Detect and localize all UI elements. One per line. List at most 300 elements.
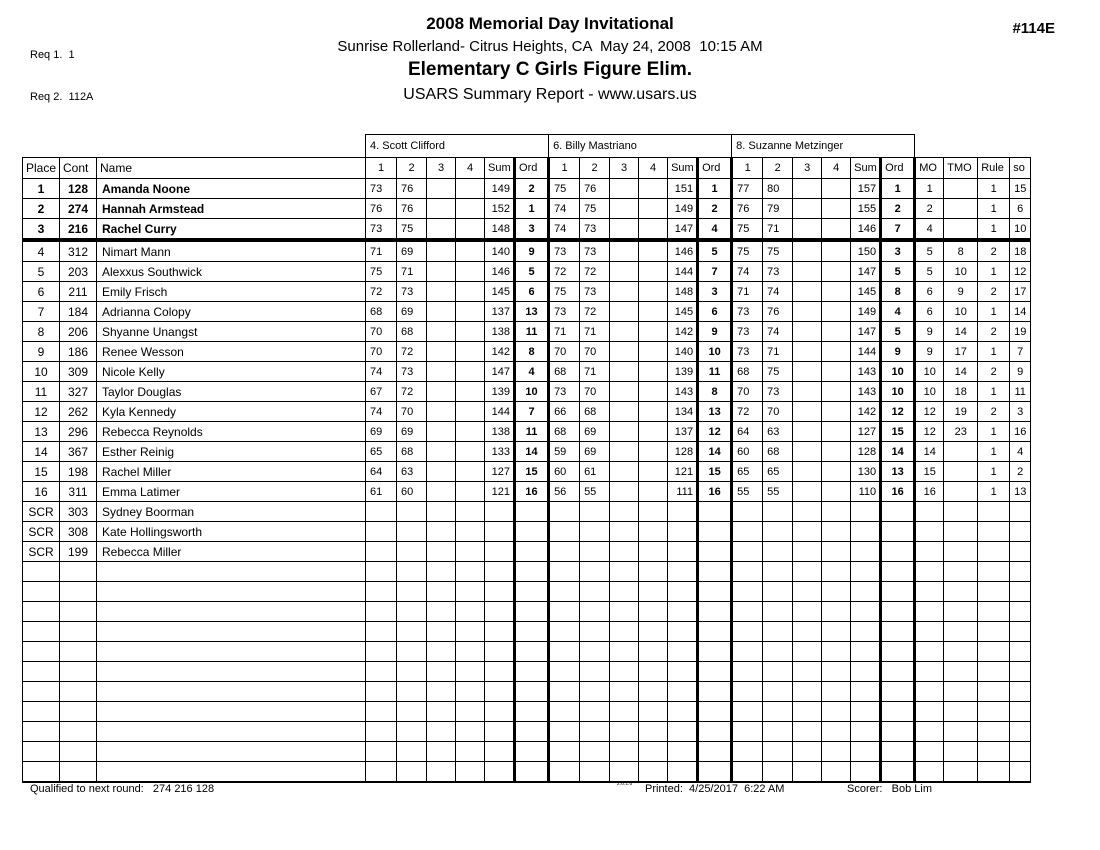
cell-score [549,722,580,742]
cell-score: 74 [763,282,793,302]
cell-score [610,742,639,762]
cell-score [397,622,427,642]
cell-cont [60,602,97,622]
cell-score [793,362,822,382]
cell-ord: 14 [698,442,732,462]
cell-score: 68 [397,322,427,342]
cell-score [456,382,485,402]
cell-ord: 7 [698,262,732,282]
cell-score [732,702,763,722]
cell-score [763,762,793,783]
column-header-ord: Ord [881,158,915,179]
judge-name: 8. Suzanne Metzinger [732,135,915,158]
cell-rule [978,582,1010,602]
cell-sum [485,702,515,722]
cell-score [793,682,822,702]
cell-score [639,662,668,682]
cell-score [793,442,822,462]
cell-sum: 147 [851,262,881,282]
cell-sum: 149 [485,179,515,199]
cell-sum [485,522,515,542]
report-number: #114E [1012,20,1055,37]
cell-score [610,502,639,522]
cell-sum: 149 [668,199,698,219]
cell-cont: 206 [60,322,97,342]
cell-score [732,522,763,542]
cell-place: 10 [23,362,60,382]
table-row [23,199,1031,219]
cell-score: 56 [549,482,580,502]
cell-score [366,602,397,622]
cell-score [427,562,456,582]
cell-score [793,522,822,542]
cell-ord [698,562,732,582]
cell-ord: 4 [515,362,549,382]
cell-score [763,502,793,522]
cell-score: 65 [732,462,763,482]
cell-score: 61 [580,462,610,482]
cell-score [456,682,485,702]
cell-score: 75 [763,362,793,382]
cell-score [610,362,639,382]
cell-score [427,582,456,602]
cell-mo [915,582,944,602]
cell-sum: 142 [485,342,515,362]
cell-score: 75 [732,240,763,262]
column-header-score: 1 [732,158,763,179]
cell-ord: 15 [698,462,732,482]
column-header-so: so [1010,158,1031,179]
cell-name [97,702,366,722]
cell-score: 60 [732,442,763,462]
cell-score: 73 [580,240,610,262]
cell-rule [978,702,1010,722]
cell-score: 65 [366,442,397,462]
cell-score [822,602,851,622]
cell-score [580,562,610,582]
column-header-ord: Ord [515,158,549,179]
cell-place [23,602,60,622]
cell-score [456,762,485,783]
cell-score: 64 [732,422,763,442]
cell-sum: 149 [851,302,881,322]
cell-tmo: 23 [944,422,978,442]
results-table [22,134,1031,783]
cell-score: 73 [397,282,427,302]
cell-ord: 3 [698,282,732,302]
cell-ord [515,642,549,662]
cell-sum: 145 [485,282,515,302]
cell-so: 18 [1010,240,1031,262]
cell-score [610,179,639,199]
cell-sum: 152 [485,199,515,219]
cell-tmo [944,502,978,522]
cell-score [427,199,456,219]
cell-sum [851,722,881,742]
cell-score [639,582,668,602]
column-header-place: Place [23,158,60,179]
cell-rule: 1 [978,422,1010,442]
table-row [23,502,1031,522]
cell-score: 73 [549,240,580,262]
cell-ord [698,702,732,722]
cell-sum: 151 [668,179,698,199]
cell-score [610,562,639,582]
cell-so: 13 [1010,482,1031,502]
cell-place: 4 [23,240,60,262]
cell-score [732,762,763,783]
cell-score [793,219,822,241]
empty-row [23,662,1031,682]
cell-score: 73 [763,382,793,402]
cell-sum [851,622,881,642]
cell-score [366,702,397,722]
cell-sum: 143 [851,382,881,402]
cell-score [822,462,851,482]
cell-ord: 12 [881,402,915,422]
cell-score [427,542,456,562]
cell-rule: 1 [978,262,1010,282]
cell-score: 70 [366,322,397,342]
cell-score [456,622,485,642]
cell-score: 55 [763,482,793,502]
cell-name: Kate Hollingsworth [97,522,366,542]
cell-score: 69 [580,422,610,442]
table-row [23,219,1031,241]
cell-sum [668,642,698,662]
cell-score: 70 [763,402,793,422]
cell-place [23,722,60,742]
cell-place [23,742,60,762]
cell-mo [915,702,944,722]
cell-score [610,642,639,662]
cell-cont: 327 [60,382,97,402]
cell-so [1010,522,1031,542]
table-row [23,442,1031,462]
cell-score [732,642,763,662]
cell-score [456,482,485,502]
cell-rule: 1 [978,462,1010,482]
cell-ord: 11 [515,422,549,442]
cell-sum [485,562,515,582]
cell-rule [978,502,1010,522]
cell-score [793,322,822,342]
cell-score [397,542,427,562]
cell-place [23,662,60,682]
cell-tmo: 9 [944,282,978,302]
cell-score [427,422,456,442]
cell-score [822,262,851,282]
table-row [23,282,1031,302]
cell-so: 14 [1010,302,1031,322]
cell-score [397,742,427,762]
cell-score: 68 [763,442,793,462]
cell-score: 76 [397,179,427,199]
cell-ord: 5 [881,262,915,282]
column-header-sum: Sum [851,158,881,179]
cell-score [639,702,668,722]
cell-score: 72 [397,382,427,402]
cell-score: 71 [580,322,610,342]
cell-score [793,622,822,642]
cell-sum: 127 [851,422,881,442]
cell-name: Sydney Boorman [97,502,366,522]
cell-ord: 9 [698,322,732,342]
cell-sum: 148 [668,282,698,302]
cell-score [793,502,822,522]
table-row [23,322,1031,342]
column-header-score: 3 [427,158,456,179]
cell-score [456,662,485,682]
cell-score [549,742,580,762]
cell-so: 15 [1010,179,1031,199]
cell-score: 73 [732,342,763,362]
cell-so: 12 [1010,262,1031,282]
cell-cont: 203 [60,262,97,282]
cell-ord: 16 [881,482,915,502]
cell-ord: 10 [881,362,915,382]
cell-so [1010,702,1031,722]
cell-score [793,602,822,622]
cell-score [427,382,456,402]
cell-sum [668,582,698,602]
cell-score [427,522,456,542]
cell-score [456,462,485,482]
cell-score [763,742,793,762]
cell-score [763,682,793,702]
cell-score [763,622,793,642]
cell-sum [851,562,881,582]
cell-rule: 2 [978,240,1010,262]
cell-ord [881,702,915,722]
cell-sum: 128 [668,442,698,462]
cell-sum [485,622,515,642]
empty-row [23,742,1031,762]
cell-ord [515,562,549,582]
cell-score [549,762,580,783]
cell-score [580,582,610,602]
cell-name: Emily Frisch [97,282,366,302]
empty-row [23,682,1031,702]
cell-rule: 1 [978,179,1010,199]
cell-score [366,662,397,682]
cell-ord: 8 [515,342,549,362]
cell-score [793,642,822,662]
cell-score [610,462,639,482]
cell-score [610,262,639,282]
cell-score: 65 [763,462,793,482]
cell-sum: 147 [851,322,881,342]
column-header-sum: Sum [485,158,515,179]
cell-score [763,702,793,722]
cell-score [456,642,485,662]
cell-mo [915,542,944,562]
footer-printed: Printed: 4/25/2017 6:22 AM [645,783,785,795]
cell-name [97,662,366,682]
cell-score [793,262,822,282]
cell-sum: 130 [851,462,881,482]
cell-score [427,240,456,262]
cell-score [397,562,427,582]
cell-rule [978,562,1010,582]
judge-header-spacer [915,135,1031,158]
cell-ord: 11 [698,362,732,382]
cell-score [763,562,793,582]
cell-so [1010,682,1031,702]
cell-score: 74 [366,362,397,382]
cell-score [822,502,851,522]
cell-sum [851,502,881,522]
cell-sum [851,662,881,682]
cell-score [822,382,851,402]
cell-score: 71 [549,322,580,342]
cell-tmo: 17 [944,342,978,362]
cell-score [639,240,668,262]
cell-cont: 184 [60,302,97,322]
cell-score [456,522,485,542]
cell-score [732,622,763,642]
cell-mo: 6 [915,302,944,322]
cell-score: 75 [397,219,427,241]
cell-mo: 4 [915,219,944,241]
cell-sum [485,762,515,783]
cell-score: 64 [366,462,397,482]
cell-ord: 16 [698,482,732,502]
cell-cont: 311 [60,482,97,502]
cell-rule [978,722,1010,742]
column-header-score: 2 [580,158,610,179]
cell-score [366,742,397,762]
cell-cont: 216 [60,219,97,241]
cell-ord: 7 [515,402,549,422]
cell-ord: 11 [515,322,549,342]
cell-place [23,702,60,722]
cell-score: 76 [732,199,763,219]
cell-score [580,702,610,722]
cell-rule: 1 [978,199,1010,219]
cell-score [822,402,851,422]
cell-score [549,642,580,662]
cell-sum: 146 [485,262,515,282]
cell-rule [978,642,1010,662]
cell-sum [485,502,515,522]
cell-mo [915,642,944,662]
cell-ord [515,542,549,562]
cell-ord [698,502,732,522]
cell-mo: 12 [915,422,944,442]
cell-sum: 134 [668,402,698,422]
cell-rule [978,742,1010,762]
cell-so [1010,582,1031,602]
cell-mo: 9 [915,322,944,342]
cell-ord: 9 [515,240,549,262]
cell-score [639,562,668,582]
cell-sum: 145 [668,302,698,322]
cell-ord [515,602,549,622]
empty-row [23,762,1031,783]
cell-ord [881,502,915,522]
cell-cont [60,622,97,642]
cell-score [793,562,822,582]
cell-score: 67 [366,382,397,402]
cell-tmo [944,662,978,682]
cell-score [427,342,456,362]
cell-cont: 312 [60,240,97,262]
cell-score: 68 [549,422,580,442]
req-line-1: Req 1. 1 [30,49,75,61]
cell-so [1010,602,1031,622]
cell-score: 75 [732,219,763,241]
cell-score: 63 [397,462,427,482]
cell-score [549,582,580,602]
cell-score [822,522,851,542]
cell-name: Rachel Miller [97,462,366,482]
cell-score [456,322,485,342]
footer-qualified: Qualified to next round: 274 216 128 [30,783,215,795]
cell-mo: 16 [915,482,944,502]
event-title: Elementary C Girls Figure Elim. [407,59,693,80]
cell-score [456,602,485,622]
empty-row [23,562,1031,582]
cell-name: Rachel Curry [97,219,366,241]
cell-mo: 12 [915,402,944,422]
cell-rule: 1 [978,382,1010,402]
cell-ord [881,742,915,762]
cell-score [793,422,822,442]
cell-score [793,382,822,402]
cell-ord [881,762,915,783]
cell-sum: 121 [485,482,515,502]
req-line-2: Req 2. 112A [30,91,94,103]
cell-score: 60 [397,482,427,502]
cell-so [1010,662,1031,682]
cell-score [427,362,456,382]
cell-score [793,240,822,262]
cell-score: 73 [580,219,610,241]
cell-score [610,322,639,342]
judge-header-spacer [23,135,366,158]
cell-score [397,682,427,702]
column-header-score: 3 [610,158,639,179]
cell-score: 75 [549,179,580,199]
cell-score [580,542,610,562]
cell-cont [60,742,97,762]
cell-score [822,582,851,602]
cell-score: 70 [580,342,610,362]
cell-tmo [944,179,978,199]
cell-score: 76 [366,199,397,219]
cell-score [763,642,793,662]
cell-score [456,542,485,562]
cell-ord [881,682,915,702]
cell-ord: 14 [881,442,915,462]
cell-so [1010,642,1031,662]
cell-score [610,482,639,502]
cell-score [580,502,610,522]
cell-score [639,522,668,542]
cell-ord: 10 [515,382,549,402]
cell-ord [698,742,732,762]
cell-ord [881,562,915,582]
cell-tmo [944,622,978,642]
cell-ord [698,662,732,682]
cell-ord: 4 [698,219,732,241]
cell-score [397,722,427,742]
cell-score [793,462,822,482]
cell-place [23,622,60,642]
cell-sum [668,602,698,622]
cell-ord [515,662,549,682]
